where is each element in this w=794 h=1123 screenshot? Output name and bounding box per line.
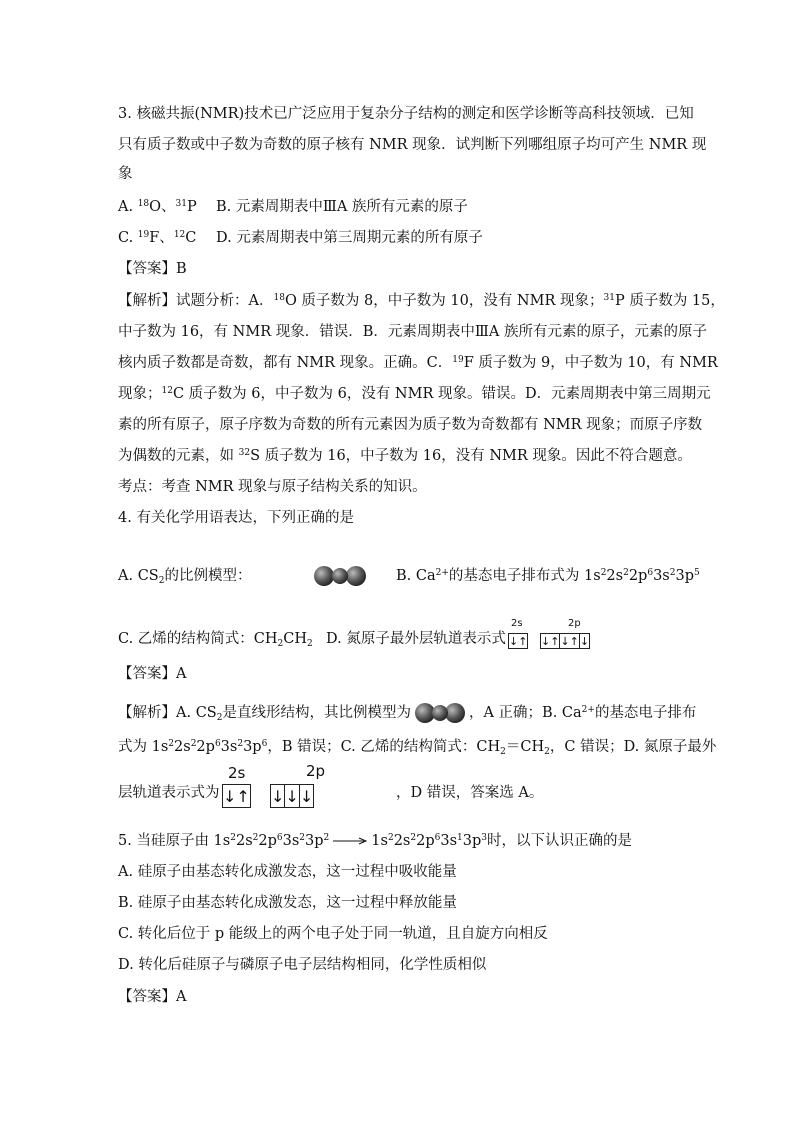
q4-option-c: C. 乙烯的结构简式：$CH_2CH_2$	[118, 631, 313, 649]
orbital-label-2s: 2s	[228, 764, 246, 782]
orbital-label-2p: 2p	[306, 762, 326, 780]
q4-stem: 4. 有关化学用语表达，下列正确的是	[118, 510, 354, 526]
orbital-box-2s: ↓↑	[509, 634, 528, 648]
q4-option-a: A. $CS_2$的比例模型：	[118, 568, 252, 586]
q3-stem-line1: 3. 核磁共振(NMR)技术已广泛应用于复杂分子结构的测定和医学诊断等高科技领域．已知	[118, 106, 694, 122]
q4-answer: 【答案】A	[118, 666, 187, 682]
q3-explanation-line4: 现象；$^{12}$C 质子数为 6，中子数为 6，没有 NMR 现象。错误。D．元素周期表中第三周期元	[118, 386, 711, 402]
q4-explanation-line2: 式为 $1s^22s^22p^63s^23p^6$，B 错误；C. 乙烯的结构简式：$CH_2=CH_2$，C 错误；D. 氮原子最外	[118, 739, 717, 757]
q3-explanation-line5: 素的所有原子，原子序数为奇数的所有元素因为质子数为奇数都有 NMR 现象；而原子序数	[118, 417, 703, 433]
q3-answer: 【答案】B	[118, 261, 187, 277]
q3-stem-line3: 象	[118, 166, 133, 182]
cs2-space-filling-model-icon	[312, 565, 368, 587]
orbital-box-2p: ↓↑ ↓↑ ↓	[541, 634, 590, 648]
q5-stem: 5. 当硅原子由 $1s^22s^22p^63s^23p^2$ $1s^22s^22p^63s^13p^3$时，以下认识正确的是	[118, 833, 632, 849]
q3-explanation-line3: 核内质子数都是奇数，都有 NMR 现象。正确。C．$^{19}$F 质子数为 9，中子数为 10，有 NMR	[118, 355, 718, 371]
q5-option-a: A. 硅原子由基态转化成激发态，这一过程中吸收能量	[118, 864, 457, 880]
q3-option-c: C. $^{19}$F、$^{12}$C	[118, 230, 197, 246]
q4-option-b: B. $Ca^{2+}$的基态电子排布式为 $1s^22s^22p^63s^23p^5$	[396, 568, 700, 584]
q4-explanation-line1: 【解析】A. $CS_2$是直线形结构，其比例模型为 ，A 正确；B. $Ca^{2+}$的基态电子排布	[118, 702, 696, 724]
q3-option-b: B. 元素周期表中ⅢA 族所有元素的原子	[216, 199, 468, 215]
orbital-box-2p: ↓ ↓ ↓	[271, 786, 314, 806]
q5-answer: 【答案】A	[118, 989, 187, 1005]
q3-option-d: D. 元素周期表中第三周期元素的所有原子	[216, 230, 483, 246]
q4-explanation-line3: 层轨道表示式为	[118, 785, 220, 801]
q5-option-b: B. 硅原子由基态转化成激发态，这一过程中释放能量	[118, 895, 457, 911]
q3-explanation-line2: 中子数为 16，有 NMR 现象．错误．B．元素周期表中ⅢA 族所有元素的原子，元素的原子	[118, 324, 707, 340]
q3-explanation-line6: 为偶数的元素，如 $^{32}$S 质子数为 16，中子数为 16，没有 NMR 现象。因此不符合题意。	[118, 448, 692, 464]
cs2-space-filling-model-icon	[413, 702, 467, 724]
q5-option-d: D. 转化后硅原子与磷原子电子层结构相同，化学性质相似	[118, 957, 487, 973]
reaction-arrow-icon	[332, 836, 368, 846]
q3-kaodian: 考点：考查 NMR 现象与原子结构关系的知识。	[118, 479, 427, 495]
q3-explanation-line1: 【解析】试题分析：A．$^{18}$O 质子数为 8，中子数为 10，没有 NMR 现象；$^{31}$P 质子数为 15，	[118, 293, 725, 309]
orbital-label-2s: 2s	[511, 618, 523, 629]
q4-explanation-line3-tail: ，D 错误，答案选 A。	[396, 785, 544, 801]
orbital-box-2s: ↓↑	[223, 786, 250, 806]
q4-option-d: D. 氮原子最外层轨道表示式	[326, 631, 506, 647]
q3-stem-line2: 只有质子数或中子数为奇数的原子核有 NMR 现象．试判断下列哪组原子均可产生 NMR 现	[118, 137, 707, 153]
q5-option-c: C. 转化后位于 p 能级上的两个电子处于同一轨道，且自旋方向相反	[118, 926, 548, 942]
q3-option-a: A. $^{18}$O、$^{31}$P	[118, 199, 197, 215]
orbital-label-2p: 2p	[568, 618, 581, 629]
